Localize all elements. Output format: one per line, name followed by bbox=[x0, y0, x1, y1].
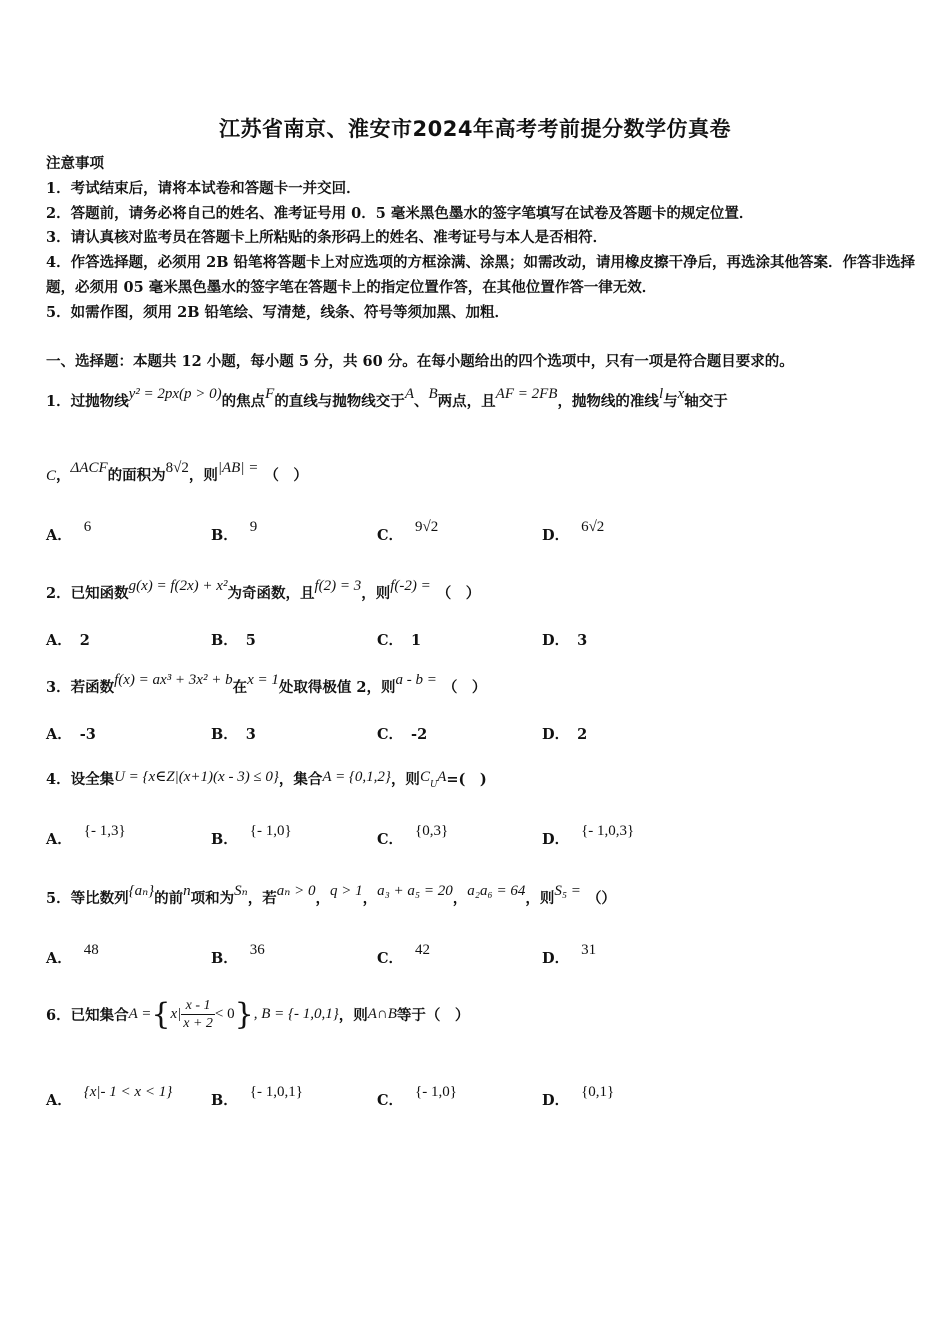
q4-math: A bbox=[437, 769, 447, 785]
q2-text: 为奇函数，且 bbox=[227, 585, 315, 602]
q5-text: 的前 bbox=[154, 890, 184, 907]
q4-text: =( ) bbox=[446, 771, 487, 788]
option-d[interactable]: D． 31 bbox=[542, 942, 597, 967]
q5-text: ， bbox=[452, 890, 468, 907]
q6-math: x| bbox=[170, 1006, 182, 1022]
q1-math: A bbox=[404, 386, 414, 402]
option-b[interactable]: B． 3 bbox=[211, 726, 256, 743]
q1-math: |AB| = bbox=[217, 460, 259, 476]
set-brace-right: } bbox=[234, 997, 254, 1032]
q6-fraction: $\frac{x - 1}{x + 2}$ bbox=[183, 998, 213, 1031]
option-a[interactable]: A． -3 bbox=[46, 726, 96, 743]
q1-math: x bbox=[677, 386, 685, 402]
q4-math: U bbox=[429, 778, 438, 790]
q1-math: AF = 2FB bbox=[495, 386, 558, 402]
question-2 bbox=[46, 578, 481, 603]
q1-text: ， bbox=[56, 467, 71, 484]
question-1-line-2 bbox=[46, 460, 308, 485]
option-b[interactable]: B． {- 1,0,1} bbox=[211, 1084, 303, 1109]
q5-math: S₅ = bbox=[554, 883, 581, 899]
q5-math: n bbox=[183, 883, 191, 899]
q5-math: a₃ + a₅ = 20 bbox=[377, 883, 453, 899]
q2-math: g(x) = f(2x) + x² bbox=[128, 578, 228, 594]
q5-math: q > 1 bbox=[329, 883, 363, 899]
q6-math: , B = {- 1,0,1} bbox=[253, 1006, 339, 1022]
q1-math: 8√2 bbox=[165, 460, 189, 476]
q3-math: f(x) = ax³ + 3x² + b bbox=[114, 672, 233, 688]
option-d[interactable]: D． 3 bbox=[542, 632, 588, 649]
question-1-line-1 bbox=[46, 386, 728, 411]
option-a[interactable]: A． {x|- 1 < x < 1} bbox=[46, 1084, 173, 1109]
q1-math: B bbox=[428, 386, 438, 402]
q6-text: 6．已知集合 bbox=[46, 1007, 129, 1024]
q6-math: < 0 bbox=[214, 1006, 235, 1022]
q1-math: C bbox=[46, 468, 57, 484]
option-c[interactable]: C． -2 bbox=[377, 726, 428, 743]
q1-text: ，抛物线的准线 bbox=[557, 393, 659, 410]
q4-math: A = {0,1,2} bbox=[322, 769, 391, 785]
option-d[interactable]: D． {0,1} bbox=[542, 1084, 615, 1109]
page-title: 江苏省南京、淮安市2024年高考考前提分数学仿真卷 bbox=[219, 117, 731, 141]
note-item: 3．请认真核对监考员在答题卡上所粘贴的条形码上的姓名、准考证号与本人是否相符． bbox=[46, 229, 608, 247]
q1-text: 两点，且 bbox=[437, 393, 496, 410]
notes-block bbox=[46, 152, 916, 326]
q2-text: ，则 bbox=[361, 585, 391, 602]
option-a[interactable]: A． {- 1,3} bbox=[46, 823, 126, 848]
notes-heading: 注意事项 bbox=[46, 155, 104, 172]
q4-text: 4．设全集 bbox=[46, 771, 115, 788]
q1-text: 轴交于 bbox=[684, 393, 728, 410]
q6-math: A = bbox=[128, 1006, 152, 1022]
option-b[interactable]: B． 36 bbox=[211, 942, 265, 967]
q6-text: 等于（ ） bbox=[396, 1007, 470, 1024]
q4-math: U = {x∈Z|(x+1)(x - 3) ≤ 0} bbox=[114, 769, 279, 785]
option-c[interactable]: C． 9√2 bbox=[377, 519, 439, 544]
option-a[interactable]: A． 48 bbox=[46, 942, 99, 967]
q5-text: （） bbox=[586, 890, 616, 907]
q4-math: C bbox=[419, 769, 430, 785]
option-c[interactable]: C． 42 bbox=[377, 942, 431, 967]
option-b[interactable]: B． {- 1,0} bbox=[211, 823, 292, 848]
note-item: 1．考试结束后，请将本试卷和答题卡一并交回． bbox=[46, 179, 361, 197]
q6-math: A∩B bbox=[367, 1006, 397, 1022]
question-5 bbox=[46, 883, 616, 908]
q2-math: f(2) = 3 bbox=[314, 578, 362, 594]
q1-math: ΔACF bbox=[70, 460, 108, 476]
q3-math: a - b = bbox=[395, 672, 437, 688]
question-3 bbox=[46, 672, 487, 697]
q1-text: 、 bbox=[413, 393, 429, 410]
q4-text: ，集合 bbox=[278, 771, 323, 788]
q3-text: 3．若函数 bbox=[46, 679, 115, 696]
q5-text: ， bbox=[315, 890, 330, 907]
q5-math: aₙ > 0 bbox=[276, 883, 316, 899]
option-c[interactable]: C． 1 bbox=[377, 632, 422, 649]
q1-text: 的直线与抛物线交于 bbox=[274, 393, 405, 410]
q2-text: 2．已知函数 bbox=[46, 585, 129, 602]
q5-text: 项和为 bbox=[190, 890, 235, 907]
q5-text: 5．等比数列 bbox=[46, 890, 129, 907]
q3-text: 处取得极值 2，则 bbox=[278, 679, 396, 696]
q1-text: 1．过抛物线 bbox=[46, 393, 129, 410]
q3-text: （ ） bbox=[442, 679, 487, 696]
set-brace-left: { bbox=[151, 997, 171, 1032]
q2-math: f(-2) = bbox=[390, 578, 431, 594]
q1-text: 的焦点 bbox=[221, 393, 266, 410]
option-a[interactable]: A． 2 bbox=[46, 632, 90, 649]
q3-math: x = 1 bbox=[247, 672, 279, 688]
q1-text: （ ） bbox=[264, 467, 308, 484]
q5-math: Sₙ bbox=[234, 883, 248, 899]
note-item: 2．答题前，请务必将自己的姓名、准考证号用 0．5 毫米黑色墨水的签字笔填写在试卷及答题卡的规定位置． bbox=[46, 204, 754, 222]
question-6 bbox=[46, 997, 469, 1032]
option-c[interactable]: C． {- 1,0} bbox=[377, 1084, 457, 1109]
section-heading: 一、选择题：本题共 12 小题，每小题 5 分，共 60 分。在每小题给出的四个选项中，只有一项是符合题目要求的。 bbox=[46, 353, 794, 370]
q5-text: ，若 bbox=[247, 890, 277, 907]
note-item: 4．作答选择题，必须用 2B 铅笔将答题卡上对应选项的方框涂满、涂黑；如需改动，请用橡皮擦干净后，再选涂其他答案．作答非选择题，必须用 05 毫米黑色墨水的签字笔在答题卡上的指定位置作答，在其他位置作答一律无效． bbox=[46, 254, 916, 296]
q1-math: F bbox=[265, 386, 275, 402]
note-item: 5．如需作图，须用 2B 铅笔绘、写清楚，线条、符号等须加黑、加粗． bbox=[46, 303, 510, 321]
q5-text: ，则 bbox=[525, 890, 555, 907]
q5-math: a₂a₆ = 64 bbox=[467, 883, 526, 899]
q1-text: 的面积为 bbox=[107, 467, 166, 484]
q4-text: ，则 bbox=[390, 771, 420, 788]
question-4 bbox=[46, 768, 487, 791]
q2-text: （ ） bbox=[436, 585, 481, 602]
q1-math: y² = 2px(p > 0) bbox=[128, 386, 222, 402]
option-b[interactable]: B． 9 bbox=[211, 519, 258, 544]
option-d[interactable]: D． {- 1,0,3} bbox=[542, 823, 635, 848]
q6-text: ，则 bbox=[338, 1007, 368, 1024]
q1-text: 与 bbox=[663, 393, 678, 410]
q3-text: 在 bbox=[232, 679, 248, 696]
q5-math: {aₙ} bbox=[128, 883, 155, 899]
q1-math: l bbox=[658, 386, 664, 402]
option-b[interactable]: B． 5 bbox=[211, 632, 256, 649]
q1-text: ，则 bbox=[188, 467, 218, 484]
option-d[interactable]: D． 6√2 bbox=[542, 519, 605, 544]
q5-text: ， bbox=[362, 890, 378, 907]
option-d[interactable]: D． 2 bbox=[542, 726, 588, 743]
option-a[interactable]: A． 6 bbox=[46, 519, 92, 544]
option-c[interactable]: C． {0,3} bbox=[377, 823, 449, 848]
